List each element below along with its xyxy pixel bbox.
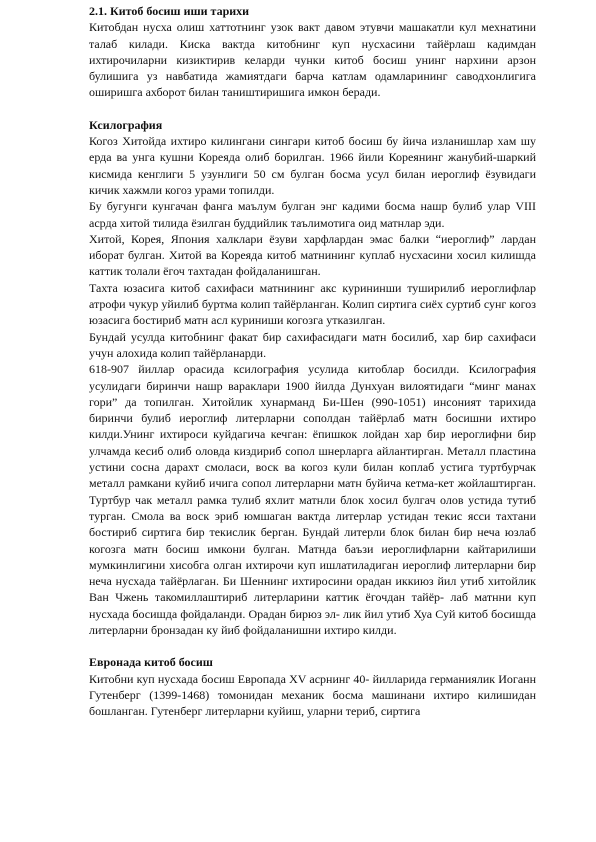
section-heading-europe: Евронада китоб босиш bbox=[89, 655, 213, 670]
paragraph: Китобдан нусха олиш хаттотнинг узок вакт давом этувчи машакатли кул мехнатини талаб килади. Киска вактда китобнинг куп нусхасини тайёрлаш кадимдан ихтирочиларни кизиктирив келарди чунки китоб босиш унинг нархини арзон булишига уз навбатида жамиятдаги барча катлам одамларининг саводхонлигига оширишга ахборот билан таништиришига имкон беради. bbox=[89, 20, 536, 100]
paragraph: Хитой, Корея, Япония халклари ёзуви харфлардан эмас балки “иероглиф” лардан иборат булган. Хитой ва Кореяда китоб матнининг куплаб нусхасини хосил килишда каттик толали ёгоч тахтадан фойдаланишган. bbox=[89, 231, 536, 279]
paragraph: Когоз Хитойда ихтиро килингани сингари китоб босиш бу йича изланишлар хам шу ерда ва унга кушни Кореяда олиб борилган. 1966 йили Кореянинг жанубий-шаркий кисмида кенглиги 5 узунлиги 50 см булган босма усул билан иероглиф ёзувидаги кичик хажмли когоз урами топилди. bbox=[89, 134, 536, 197]
section-heading-xylography: Ксилография bbox=[89, 117, 163, 132]
paragraph: 618-907 йиллар орасида ксилография усулида китоблар босилди. Ксилография усулидаги биринчи нашр вараклари 1900 йилда Дунхуан вилоятидаги “минг манах гори” да топилган. Хитойлик хунарманд Би-Шен (990-1051) инсоният тарихида биринчи булиб иероглиф литерларни сополдан тайёрлаб матн босишни ихтиро килди.Унинг ихтироси куйдагича кечган: ёпишкок лойдан хар бир иероглифни бир улчамда кесиб олиб оловда киздириб сопол шнерларга айлантирган. Металл пластина устини сосна дарахт смоласи, воск ва когоз кули билан коплаб устига туртбурчак металл рамкани куйиб ичига сопол литерларни матн буйича кетма-кет жойлаштирган. Туртбур чак металл рамка тулиб яхлит матнли блок хосил булгач олов устида тутиб турган. Смола ва воск эриб юмшаган вактда литерлар устидан текис ясси тахтани бостириб сиртига бир текислик берган. Бундай литерли блок билан бир неча юзлаб когозга матн босиш имкони булган. Матнда баъзи иероглифларни кайтарилиши мумкинлигини хисобга олган ихтирочи куп ишлатиладиган иероглиф литерларни бир неча нусхада тайёрлаган. Би Шеннинг ихтиросини орадан иккиюз йил утиб хитойлик Ван Чжень такомиллаштириб литерларини каттик ёгочдан тайёр- лаб матнни куп нусхада босишда фойдаланди. Орадан бирюз эл- лик йил утиб Хуа Суй китоб босишда литерларни бронзадан ку йиб фойдаланишни ихтиро килди. bbox=[89, 362, 536, 637]
section-heading-history: 2.1. Китоб босиш иши тарихи bbox=[89, 4, 250, 18]
spacer bbox=[89, 638, 536, 654]
paragraph: Тахта юзасига китоб сахифаси матнининг акс курининши туширилиб иероглифлар атрофи чукур уйилиб буртма колип тайёрланган. Колип сиртига сиёх суртиб сунг когоз юзасига бостириб матн асл куриниши когозга утказилган. bbox=[89, 280, 536, 328]
spacer bbox=[89, 101, 536, 117]
paragraph: Китобни куп нусхада босиш Европада XV асрнинг 40- йилларида германиялик Иоганн Гутенберг (1399-1468) томонидан механик босма машинани ихтиро килишидан бошланган. Гутенберг литерларни куйиш, уларни териб, сиртига bbox=[89, 671, 536, 719]
paragraph: Бу бугунги кунгачан фанга маълум булган энг кадими босма нашр булиб улар VIII асрда хитой тилида ёзилган буддийлик таълимотига оид матнлар эди. bbox=[89, 199, 536, 230]
paragraph: Бундай усулда китобнинг факат бир сахифасидаги матн босилиб, хар бир сахифаси учун алохида колип тайёрланарди. bbox=[89, 329, 536, 360]
